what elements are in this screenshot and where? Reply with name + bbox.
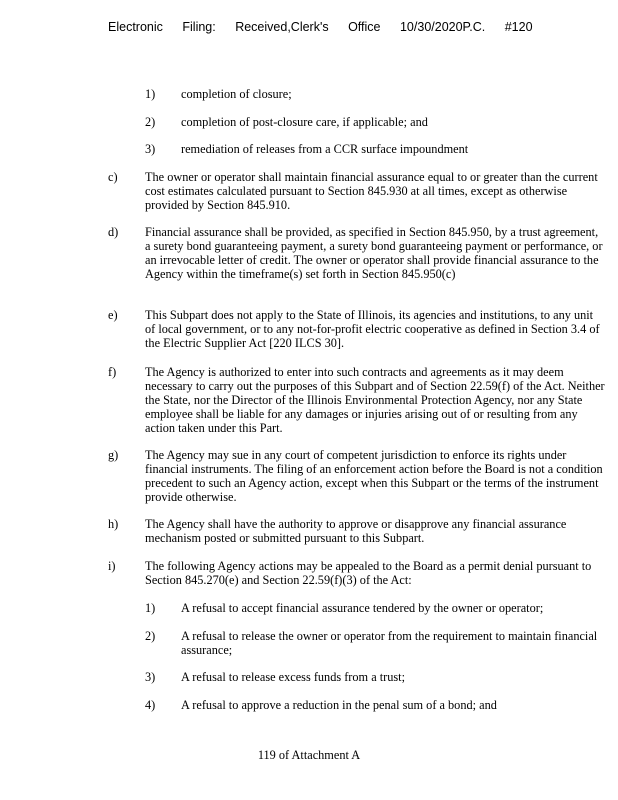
header-electronic: Electronic	[108, 20, 163, 34]
section-text: The following Agency actions may be appealed to the Board as a permit denial pursuant to Section 845.270(e) and Section 22.59(f)(3) of the Act:	[145, 559, 592, 587]
list-item-label: 3)	[145, 142, 156, 156]
section-label: e)	[108, 308, 118, 322]
section-text: The Agency shall have the authority to approve or disapprove any financial assurance mechanism posted or submitted pursuant to this Subpart.	[145, 517, 567, 545]
header-office: Office	[348, 20, 381, 34]
section-label: f)	[108, 365, 117, 379]
section-label: d)	[108, 225, 119, 239]
list-item-label: 1)	[145, 601, 156, 615]
list-item-label: 3)	[145, 670, 156, 684]
list-item-label: 4)	[145, 698, 156, 712]
section-label: h)	[108, 517, 119, 531]
section-label: c)	[108, 170, 118, 184]
header-filing: Filing:	[182, 20, 216, 34]
filing-header	[108, 20, 549, 34]
page-footer: 119 of Attachment A	[257, 748, 361, 762]
section-label: i)	[108, 559, 116, 573]
section-text: Financial assurance shall be provided, as specified in Section 845.950, by a trust agreement, a surety bond guaranteeing payment, a surety bond guaranteeing payment or performance, or an irrevocable letter of credit. The owner or operator shall provide financial assurance to the Agency within the timeframe(s) set forth in Section 845.950(c)	[145, 225, 603, 281]
list-item-text: A refusal to accept financial assurance tendered by the owner or operator;	[181, 601, 544, 615]
list-item-label: 1)	[145, 87, 156, 101]
list-item-label: 2)	[145, 115, 156, 129]
list-item-label: 2)	[145, 629, 156, 643]
list-item-text: completion of post-closure care, if applicable; and	[181, 115, 428, 129]
header-received: Received,Clerk's	[235, 20, 329, 34]
list-item-text: A refusal to release excess funds from a trust;	[181, 670, 406, 684]
list-item-text: completion of closure;	[181, 87, 292, 101]
section-text: The owner or operator shall maintain financial assurance equal to or greater than the current cost estimates calculated pursuant to Section 845.930 at all times, except as otherwise provided by Section 845.910.	[145, 170, 598, 212]
section-label: g)	[108, 448, 119, 462]
list-item-text: A refusal to approve a reduction in the penal sum of a bond; and	[181, 698, 497, 712]
section-text: The Agency may sue in any court of competent jurisdiction to enforce its rights under financial instruments. The filing of an enforcement action before the Board is not a condition precedent to such an Agency action, except when this Subpart or the terms of the instrument provide otherwise.	[145, 448, 603, 504]
section-text: The Agency is authorized to enter into such contracts and agreements as it may deem necessary to carry out the purposes of this Subpart and of Section 22.59(f) of the Act. Neither the State, nor the Director of the Illinois Environmental Protection Agency, nor any State employee shall be liable for any damages or injuries arising out of or resulting from any action taken under this Part.	[145, 365, 605, 435]
section-text: This Subpart does not apply to the State of Illinois, its agencies and institutions, to any unit of local government, or to any not-for-profit electric cooperative as defined in Section 3.4 of the Electric Supplier Act [220 ILCS 30].	[145, 308, 600, 350]
list-item-text: remediation of releases from a CCR surface impoundment	[181, 142, 469, 156]
header-date: 10/30/2020P.C.	[399, 20, 486, 34]
list-item-text: A refusal to release the owner or operator from the requirement to maintain financial assurance;	[181, 629, 598, 657]
header-number: #120	[504, 20, 533, 34]
